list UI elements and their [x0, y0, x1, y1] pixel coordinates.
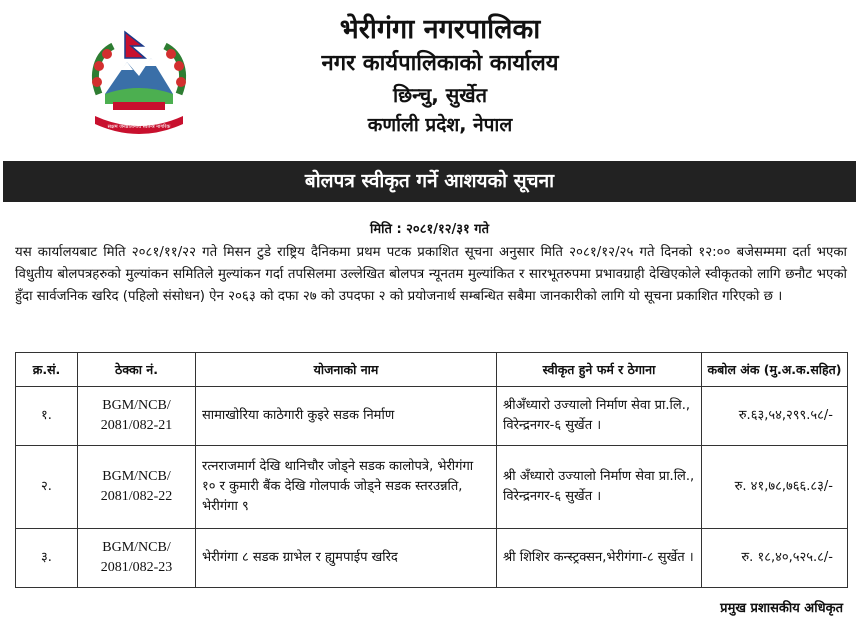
- row-firm: श्री अँध्यारो उज्यालो निर्माण सेवा प्रा.लि., विरेन्द्रनगर-६ सुर्खेत ।: [497, 446, 702, 529]
- notice-title-banner: बोलपत्र स्वीकृत गर्ने आशयको सूचना: [3, 161, 856, 202]
- row-sn: ३.: [16, 529, 78, 588]
- row-contract-no: BGM/NCB/ 2081/082-23: [78, 529, 196, 588]
- notice-date: मिति : २०८१/१२/३१ गते: [370, 222, 489, 237]
- table-row: [16, 529, 848, 588]
- office-name: नगर कार्यपालिकाको कार्यालय: [321, 51, 559, 77]
- row-firm: श्री शिशिर कन्स्ट्रक्सन,भेरीगंगा-८ सुर्खेत ।: [497, 529, 702, 588]
- emblem-motto: सक्षम जनप्रतिनिधि स्वतन्त्र नागरिक: [107, 124, 171, 130]
- row-sn: १.: [16, 387, 78, 446]
- row-firm: श्रीअँध्यारो उज्यालो निर्माण सेवा प्रा.लि., विरेन्द्रनगर-६ सुर्खेत ।: [497, 387, 702, 446]
- row-sn: २.: [16, 446, 78, 529]
- header-project-name: योजनाको नाम: [196, 353, 497, 387]
- row-contract-no: BGM/NCB/ 2081/082-21: [78, 387, 196, 446]
- table-row: [16, 387, 848, 446]
- table-row: [16, 446, 848, 529]
- province-country: कर्णाली प्रदेश, नेपाल: [367, 114, 513, 137]
- row-contract-no: BGM/NCB/ 2081/082-22: [78, 446, 196, 529]
- tender-table: [15, 352, 848, 588]
- header-amount: कबोल अंक (मु.अ.क.सहित): [702, 353, 848, 387]
- row-project-name: रत्नराजमार्ग देखि थानिचौर जोड्ने सडक कालोपत्रे, भेरीगंगा १० र कुमारी बैंक देखि गोलपार्क जोड्ने सडक स्तरउन्नति, भेरीगंगा ९: [196, 446, 497, 529]
- row-amount: रु. १८,४०,५२५.८/-: [702, 529, 848, 588]
- header-firm: स्वीकृत हुने फर्म र ठेगाना: [497, 353, 702, 387]
- header-contract-no: ठेक्का नं.: [78, 353, 196, 387]
- header-sn: क्र.सं.: [16, 353, 78, 387]
- office-titles: [230, 14, 650, 137]
- nepal-emblem-icon: [85, 24, 193, 136]
- office-location: छिन्चु, सुर्खेत: [392, 83, 488, 108]
- signatory-title: प्रमुख प्रशासकीय अधिकृत: [720, 601, 843, 616]
- row-amount: रु. ४१,७८,७६६.८३/-: [702, 446, 848, 529]
- notice-body: यस कार्यालयबाट मिति २०८१/११/२२ गते मिसन टुडे राष्ट्रिय दैनिकमा प्रथम पटक प्रकाशित सूचना अनुसार मिति २०८१/१२/२५ गते दिनको १२:०० बजेसम्ममा दर्ता भएका विधुतीय बोलपत्रहरुको मुल्यांकन समितिले मुल्यांकन गर्दा तपसिलमा उल्लेखित बोलपत्र न्यूनतम मुल्यांकित र सारभूतरुपमा प्रभावग्राही देखिएकोले स्वीकृतको लागि छनौट भएको हुँदा सार्वजनिक खरिद (पहिलो संसोधन) ऐन २०६३ को दफा २७ को उपदफा २ को प्रयोजनार्थ सम्बन्धित सबैमा जानकारीको लागि यो सूचना प्रकाशित गरिएको छ ।: [15, 245, 847, 304]
- table-header-row: [16, 353, 848, 387]
- row-project-name: सामाखोरिया काठेगारी कुइरे सडक निर्माण: [196, 387, 497, 446]
- row-project-name: भेरीगंगा ८ सडक ग्राभेल र ह्युमपाईप खरिद: [196, 529, 497, 588]
- row-amount: रु.६३,५४,२९९.५८/-: [702, 387, 848, 446]
- municipality-name: भेरीगंगा नगरपालिका: [339, 14, 541, 45]
- letterhead: [0, 0, 859, 158]
